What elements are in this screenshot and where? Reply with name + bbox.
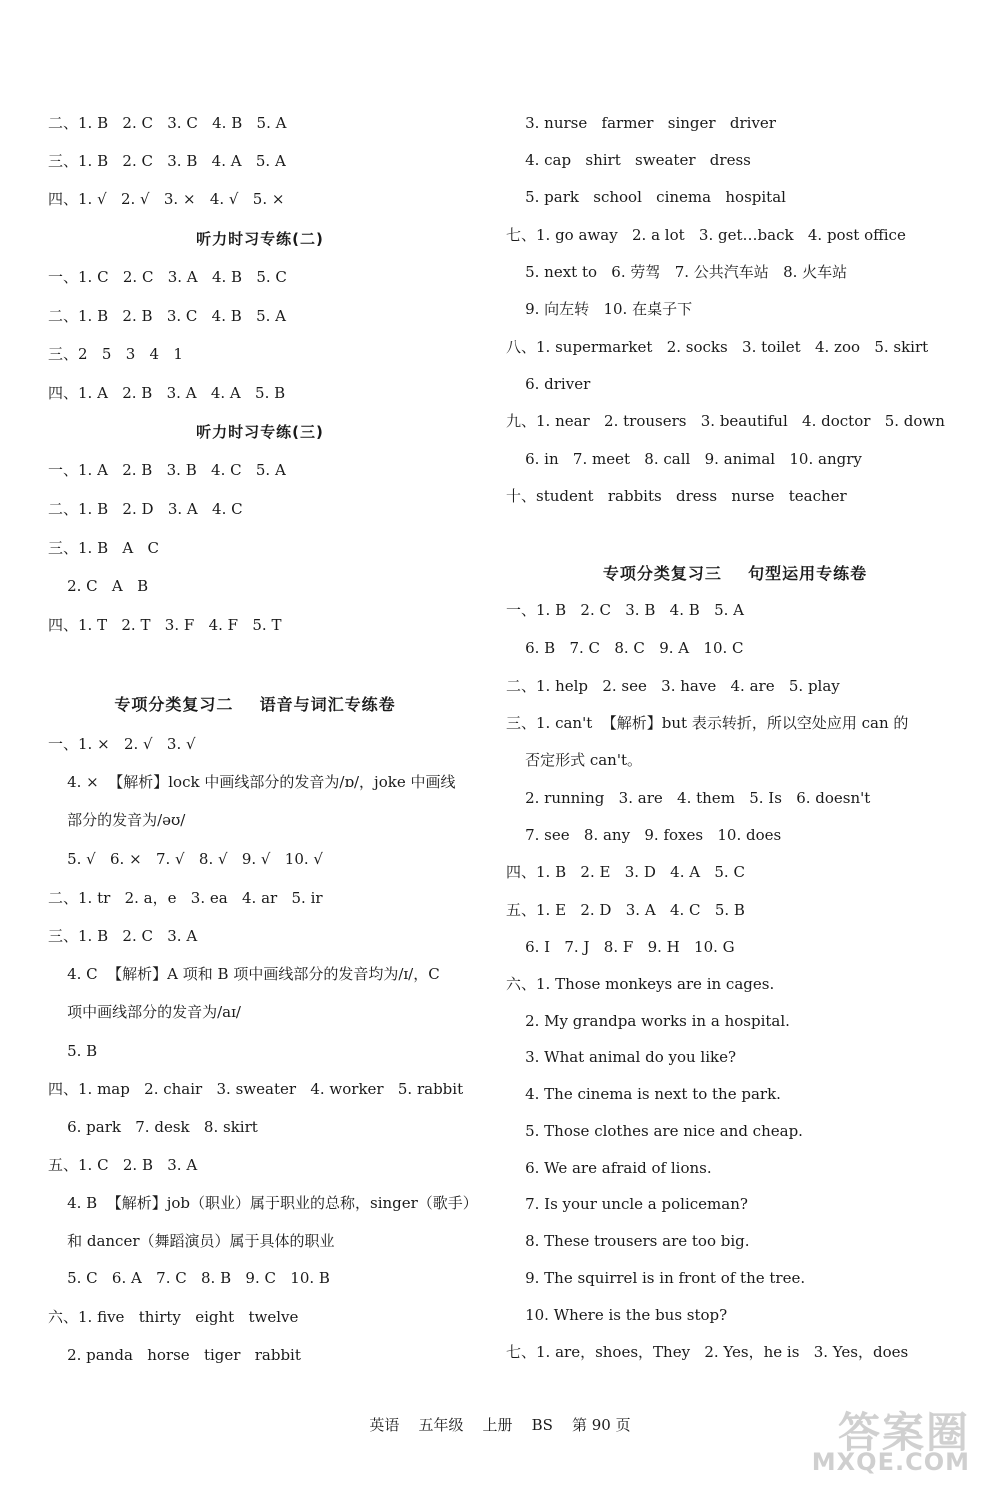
answer-line: 七、1. go away 2. a lot 3. get…back 4. post office [506,226,906,244]
section-heading: 专项分类复习三 句型运用专练卷 [602,564,868,583]
answer-line: 6. We are afraid of lions. [506,1159,712,1177]
answer-line: 三、1. B A C [48,539,160,557]
section-heading: 听力时习专练(二) [196,230,324,248]
answer-line: 4. × 【解析】lock 中画线部分的发音为/ɒ/，joke 中画线 [48,773,456,791]
answer-line: 6. in 7. meet 8. call 9. animal 10. angry [506,450,862,468]
answer-line: 四、1. map 2. chair 3. sweater 4. worker 5. rabbit [48,1080,464,1098]
answer-line: 5. next to 6. 劳驾 7. 公共汽车站 8. 火车站 [506,263,848,281]
answer-line: 2. panda horse tiger rabbit [48,1346,301,1364]
answer-line: 三、1. can't 【解析】but 表示转折，所以空处应用 can 的 [506,714,909,732]
answer-line: 8. These trousers are too big. [506,1232,750,1250]
answer-line: 3. What animal do you like? [506,1048,737,1066]
answer-line: 四、1. B 2. E 3. D 4. A 5. C [506,863,745,881]
answer-line: 9. The squirrel is in front of the tree. [506,1269,806,1287]
answer-line: 部分的发音为/əʊ/ [48,811,186,829]
answer-line: 5. park school cinema hospital [506,188,786,206]
answer-line: 7. see 8. any 9. foxes 10. does [506,826,782,844]
section-heading: 专项分类复习二 语音与词汇专练卷 [114,695,396,714]
answer-line: 2. running 3. are 4. them 5. Is 6. doesn't [506,789,871,807]
answer-line: 八、1. supermarket 2. socks 3. toilet 4. zoo 5. skirt [506,338,929,356]
answer-line: 六、1. five thirty eight twelve [48,1308,299,1326]
answer-line: 6. B 7. C 8. C 9. A 10. C [506,639,744,657]
answer-line: 九、1. near 2. trousers 3. beautiful 4. doctor 5. down [506,412,945,430]
answer-line: 四、1. T 2. T 3. F 4. F 5. T [48,616,282,634]
answer-line: 7. Is your uncle a policeman? [506,1195,748,1213]
answer-line: 二、1. B 2. D 3. A 4. C [48,500,243,518]
watermark-url: MXQE.COM [811,1448,970,1476]
right-column [500,0,970,1491]
answer-line: 5. √ 6. × 7. √ 8. √ 9. √ 10. √ [48,850,323,868]
answer-line: 和 dancer（舞蹈演员）属于具体的职业 [48,1232,335,1250]
answer-line: 一、1. C 2. C 3. A 4. B 5. C [48,268,287,286]
answer-line: 3. nurse farmer singer driver [506,114,776,132]
answer-line: 二、1. B 2. B 3. C 4. B 5. A [48,307,286,325]
answer-line: 9. 向左转 10. 在桌子下 [506,300,693,318]
answer-line: 七、1. are，shoes，They 2. Yes，he is 3. Yes，does [506,1343,909,1361]
answer-line: 4. B 【解析】job（职业）属于职业的总称，singer（歌手） [48,1194,478,1212]
answer-line: 4. The cinema is next to the park. [506,1085,781,1103]
left-column [0,0,478,1491]
answer-line: 六、1. Those monkeys are in cages. [506,975,775,993]
answer-line: 二、1. B 2. C 3. C 4. B 5. A [48,114,287,132]
answer-line: 6. I 7. J 8. F 9. H 10. G [506,938,735,956]
page-footer: 英语 五年级 上册 BS 第 90 页 [369,1416,631,1434]
answer-line: 十、student rabbits dress nurse teacher [506,487,847,505]
answer-line: 10. Where is the bus stop? [506,1306,728,1324]
answer-line: 5. B [48,1042,98,1060]
answer-line: 否定形式 can't。 [506,751,642,769]
answer-line: 5. Those clothes are nice and cheap. [506,1122,803,1140]
answer-line: 4. cap shirt sweater dress [506,151,751,169]
section-heading: 听力时习专练(三) [196,423,324,441]
answer-line: 一、1. A 2. B 3. B 4. C 5. A [48,461,286,479]
answer-line: 一、1. × 2. √ 3. √ [48,735,196,753]
answer-line: 5. C 6. A 7. C 8. B 9. C 10. B [48,1269,330,1287]
answer-line: 项中画线部分的发音为/aɪ/ [48,1003,241,1021]
answer-line: 二、1. tr 2. a，e 3. ea 4. ar 5. ir [48,889,323,907]
answer-line: 6. driver [506,375,591,393]
answer-line: 一、1. B 2. C 3. B 4. B 5. A [506,601,744,619]
answer-line: 三、1. B 2. C 3. B 4. A 5. A [48,152,286,170]
answer-line: 三、1. B 2. C 3. A [48,927,198,945]
answer-line: 三、2 5 3 4 1 [48,345,183,363]
watermark-text: 答案圈 [837,1408,970,1457]
answer-line: 2. My grandpa works in a hospital. [506,1012,790,1030]
answer-line: 2. C A B [48,577,149,595]
answer-line: 四、1. √ 2. √ 3. × 4. √ 5. × [48,190,285,208]
answer-line: 4. C 【解析】A 项和 B 项中画线部分的发音均为/ɪ/，C [48,965,440,983]
answer-line: 五、1. C 2. B 3. A [48,1156,198,1174]
answer-line: 二、1. help 2. see 3. have 4. are 5. play [506,677,840,695]
answer-line: 6. park 7. desk 8. skirt [48,1118,258,1136]
answer-line: 四、1. A 2. B 3. A 4. A 5. B [48,384,286,402]
answer-line: 五、1. E 2. D 3. A 4. C 5. B [506,901,745,919]
watermark-logo [790,1400,970,1480]
